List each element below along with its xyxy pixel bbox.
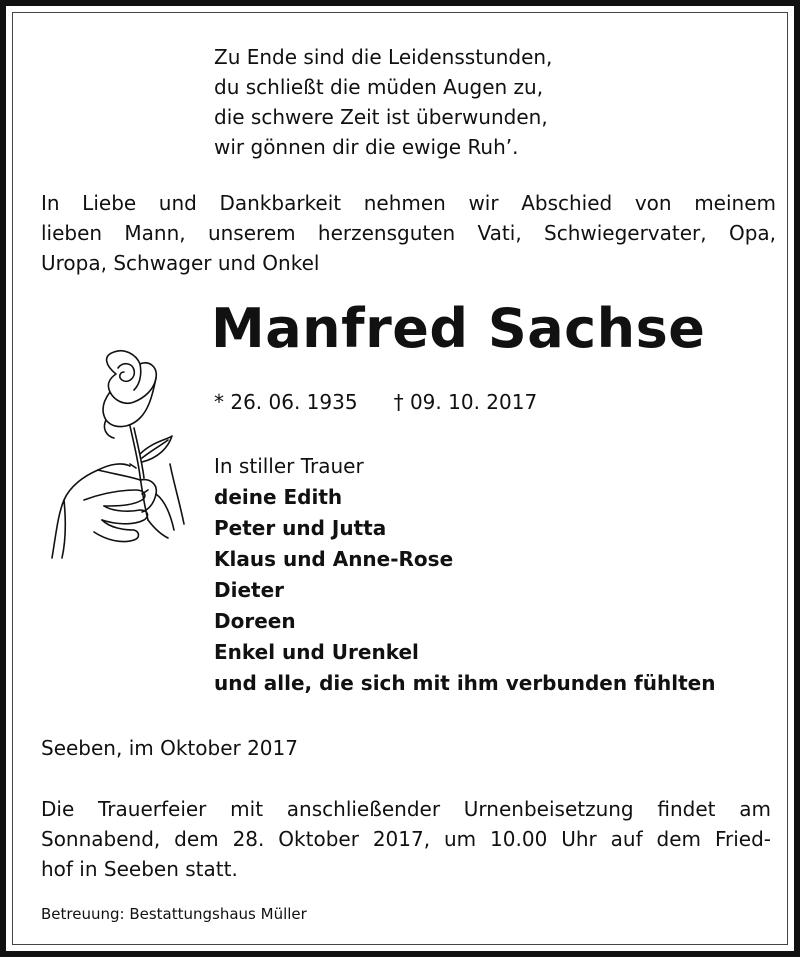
- mourner-name: deine Edith: [214, 485, 343, 509]
- mourner-name: Dieter: [214, 578, 285, 602]
- deceased-name: Manfred Sachse: [211, 297, 706, 360]
- farewell-line: lieben Mann, unserem herzensguten Vati, Schwiegervater, Opa,: [41, 221, 776, 245]
- place-and-date: Seeben, im Oktober 2017: [41, 736, 298, 760]
- poem-line: Zu Ende sind die Leidensstunden,: [214, 45, 553, 69]
- rose-in-hand-icon: [44, 344, 204, 564]
- mourner-name: Doreen: [214, 609, 296, 633]
- birth-date: * 26. 06. 1935: [214, 390, 358, 414]
- poem-line: die schwere Zeit ist überwunden,: [214, 105, 548, 129]
- mourners: [214, 451, 715, 699]
- funeral-home-credit: Betreuung: Bestattungshaus Müller: [41, 905, 307, 923]
- ceremony-notice: [41, 794, 771, 884]
- ceremony-line: Die Trauerfeier mit anschließender Urnenbeisetzung findet am: [41, 797, 771, 821]
- mourner-name: Enkel und Urenkel: [214, 640, 419, 664]
- death-date: † 09. 10. 2017: [393, 390, 538, 414]
- life-dates: [214, 387, 537, 417]
- ceremony-line: Sonnabend, dem 28. Oktober 2017, um 10.00 Uhr auf dem Fried-: [41, 827, 771, 851]
- ceremony-line: hof in Seeben statt.: [41, 857, 238, 881]
- farewell-line: In Liebe und Dankbarkeit nehmen wir Abschied von meinem: [41, 191, 776, 215]
- mourner-name: und alle, die sich mit ihm verbunden fühlten: [214, 671, 716, 695]
- poem-line: du schließt die müden Augen zu,: [214, 75, 544, 99]
- mourners-lead: In stiller Trauer: [214, 454, 364, 478]
- farewell-line: Uropa, Schwager und Onkel: [41, 251, 320, 275]
- mourner-name: Klaus und Anne-Rose: [214, 547, 454, 571]
- farewell-text: [41, 188, 776, 278]
- poem-line: wir gönnen dir die ewige Ruh’.: [214, 135, 519, 159]
- poem: [214, 42, 552, 162]
- mourner-name: Peter und Jutta: [214, 516, 387, 540]
